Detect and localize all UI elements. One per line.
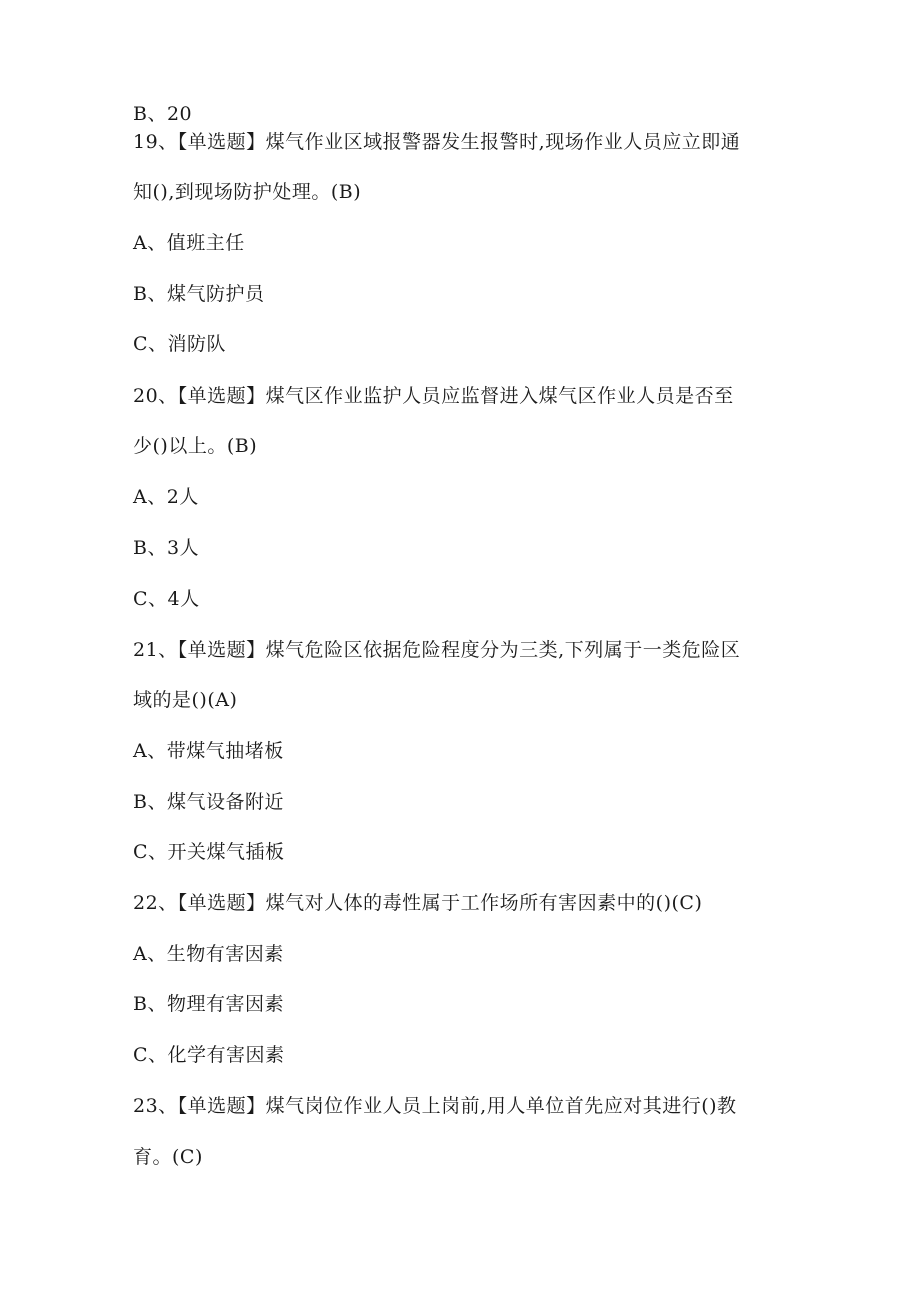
question-23-line-1: 23、【单选题】煤气岗位作业人员上岗前,用人单位首先应对其进行()教 <box>133 1095 737 1117</box>
question-21-line-2: 域的是()(A) <box>133 689 238 711</box>
option-a-q19: A、值班主任 <box>133 232 245 254</box>
question-20-line-1: 20、【单选题】煤气区作业监护人员应监督进入煤气区作业人员是否至 <box>133 385 734 407</box>
option-a-q20: A、2人 <box>133 486 199 508</box>
option-a-q22: A、生物有害因素 <box>133 943 284 965</box>
option-a-q21: A、带煤气抽堵板 <box>133 740 284 762</box>
option-b-q19: B、煤气防护员 <box>133 283 265 305</box>
question-19-line-2: 知(),到现场防护处理。(B) <box>133 181 362 203</box>
question-23-line-2: 育。(C) <box>133 1146 203 1168</box>
option-c-q20: C、4人 <box>133 588 200 610</box>
option-b-q20: B、3人 <box>133 537 200 559</box>
option-c-q19: C、消防队 <box>133 333 227 355</box>
question-19-line-1: 19、【单选题】煤气作业区域报警器发生报警时,现场作业人员应立即通 <box>133 131 741 153</box>
option-c-q22: C、化学有害因素 <box>133 1044 285 1066</box>
option-b-q22: B、物理有害因素 <box>133 993 284 1015</box>
option-b-q18: B、20 <box>133 103 193 125</box>
question-22-line-1: 22、【单选题】煤气对人体的毒性属于工作场所有害因素中的()(C) <box>133 892 703 914</box>
option-b-q21: B、煤气设备附近 <box>133 791 284 813</box>
question-20-line-2: 少()以上。(B) <box>133 435 258 457</box>
option-c-q21: C、开关煤气插板 <box>133 841 285 863</box>
question-21-line-1: 21、【单选题】煤气危险区依据危险程度分为三类,下列属于一类危险区 <box>133 639 741 661</box>
